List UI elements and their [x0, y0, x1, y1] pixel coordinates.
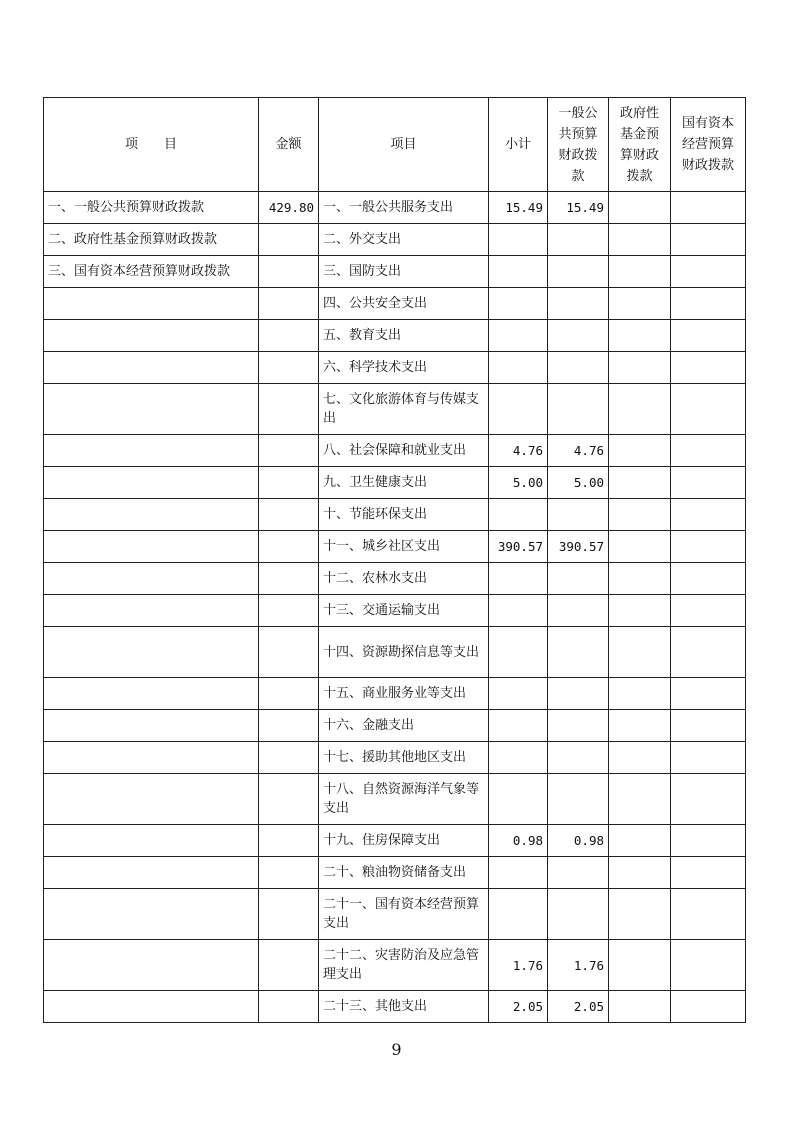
- cell-subtotal: [489, 563, 548, 595]
- cell-general-budget: [548, 678, 609, 710]
- cell-expense-item: 十、节能环保支出: [319, 499, 489, 531]
- header-gov-fund: [609, 98, 671, 192]
- table-row: [44, 857, 746, 889]
- cell-expense-item: 十九、住房保障支出: [319, 825, 489, 857]
- cell-subtotal: 0.98: [489, 825, 548, 857]
- cell-income-item: [44, 678, 259, 710]
- cell-subtotal: [489, 627, 548, 678]
- cell-state-capital: [671, 192, 746, 224]
- table-row: [44, 742, 746, 774]
- cell-expense-item: 十三、交通运输支出: [319, 595, 489, 627]
- cell-gov-fund: [609, 384, 671, 435]
- cell-income-item: [44, 320, 259, 352]
- cell-gov-fund: [609, 774, 671, 825]
- table-row: [44, 352, 746, 384]
- table-row: [44, 320, 746, 352]
- cell-state-capital: [671, 595, 746, 627]
- cell-state-capital: [671, 857, 746, 889]
- cell-gov-fund: [609, 563, 671, 595]
- cell-expense-item: 二十、粮油物资储备支出: [319, 857, 489, 889]
- header-state-capital-label: 国有资本经营预算财政拨款: [681, 116, 734, 173]
- cell-expense-item: 十七、援助其他地区支出: [319, 742, 489, 774]
- cell-gov-fund: [609, 595, 671, 627]
- header-amount: 金额: [259, 98, 319, 192]
- cell-state-capital: [671, 467, 746, 499]
- cell-expense-item: 四、公共安全支出: [319, 288, 489, 320]
- cell-state-capital: [671, 627, 746, 678]
- cell-income-item: [44, 710, 259, 742]
- cell-income-item: [44, 595, 259, 627]
- cell-state-capital: [671, 531, 746, 563]
- cell-expense-item: 十六、金融支出: [319, 710, 489, 742]
- table-row: [44, 288, 746, 320]
- cell-subtotal: [489, 384, 548, 435]
- cell-subtotal: 1.76: [489, 940, 548, 991]
- cell-state-capital: [671, 320, 746, 352]
- cell-income-amount: [259, 595, 319, 627]
- cell-subtotal: 15.49: [489, 192, 548, 224]
- header-expense-item: 项目: [319, 98, 489, 192]
- cell-income-item: [44, 563, 259, 595]
- cell-expense-item: 八、社会保障和就业支出: [319, 435, 489, 467]
- cell-general-budget: [548, 563, 609, 595]
- cell-subtotal: [489, 857, 548, 889]
- cell-gov-fund: [609, 435, 671, 467]
- cell-general-budget: [548, 857, 609, 889]
- cell-subtotal: [489, 774, 548, 825]
- cell-subtotal: [489, 678, 548, 710]
- cell-income-amount: 429.80: [259, 192, 319, 224]
- cell-state-capital: [671, 678, 746, 710]
- cell-income-amount: [259, 384, 319, 435]
- cell-income-item: [44, 857, 259, 889]
- cell-expense-item: 三、国防支出: [319, 256, 489, 288]
- cell-general-budget: [548, 499, 609, 531]
- cell-gov-fund: [609, 256, 671, 288]
- cell-general-budget: 4.76: [548, 435, 609, 467]
- cell-income-item: [44, 499, 259, 531]
- cell-general-budget: [548, 288, 609, 320]
- cell-state-capital: [671, 774, 746, 825]
- cell-gov-fund: [609, 192, 671, 224]
- cell-state-capital: [671, 563, 746, 595]
- cell-income-amount: [259, 710, 319, 742]
- cell-income-amount: [259, 742, 319, 774]
- header-general-budget-label: 一般公共预算财政拨款: [558, 105, 598, 184]
- cell-income-item: [44, 435, 259, 467]
- cell-income-amount: [259, 531, 319, 563]
- cell-income-amount: [259, 320, 319, 352]
- cell-general-budget: 15.49: [548, 192, 609, 224]
- cell-income-amount: [259, 678, 319, 710]
- header-general-budget: [548, 98, 609, 192]
- cell-gov-fund: [609, 467, 671, 499]
- cell-state-capital: [671, 352, 746, 384]
- table-row: [44, 595, 746, 627]
- table-row: [44, 710, 746, 742]
- cell-income-amount: [259, 825, 319, 857]
- cell-state-capital: [671, 224, 746, 256]
- cell-subtotal: [489, 889, 548, 940]
- header-subtotal: 小计: [489, 98, 548, 192]
- cell-expense-item: 十五、商业服务业等支出: [319, 678, 489, 710]
- cell-gov-fund: [609, 531, 671, 563]
- cell-general-budget: [548, 320, 609, 352]
- cell-expense-item: 七、文化旅游体育与传媒支出: [319, 384, 489, 435]
- cell-income-amount: [259, 288, 319, 320]
- cell-general-budget: [548, 352, 609, 384]
- cell-income-item: [44, 531, 259, 563]
- table-row: [44, 256, 746, 288]
- table-row: [44, 627, 746, 678]
- cell-general-budget: [548, 710, 609, 742]
- cell-general-budget: [548, 889, 609, 940]
- cell-subtotal: [489, 256, 548, 288]
- table-header-row: [44, 98, 746, 192]
- cell-general-budget: [548, 627, 609, 678]
- cell-expense-item: 二十三、其他支出: [319, 991, 489, 1023]
- cell-subtotal: 5.00: [489, 467, 548, 499]
- cell-income-amount: [259, 991, 319, 1023]
- cell-subtotal: 390.57: [489, 531, 548, 563]
- budget-table: [43, 97, 746, 1023]
- cell-gov-fund: [609, 710, 671, 742]
- cell-expense-item: 九、卫生健康支出: [319, 467, 489, 499]
- table-row: [44, 678, 746, 710]
- cell-gov-fund: [609, 224, 671, 256]
- table-row: [44, 435, 746, 467]
- cell-state-capital: [671, 256, 746, 288]
- cell-expense-item: 十四、资源勘探信息等支出: [319, 627, 489, 678]
- cell-income-item: [44, 742, 259, 774]
- cell-subtotal: [489, 742, 548, 774]
- cell-expense-item: 十二、农林水支出: [319, 563, 489, 595]
- cell-income-amount: [259, 224, 319, 256]
- cell-income-amount: [259, 352, 319, 384]
- cell-gov-fund: [609, 288, 671, 320]
- cell-gov-fund: [609, 940, 671, 991]
- table-row: [44, 384, 746, 435]
- cell-state-capital: [671, 742, 746, 774]
- cell-income-amount: [259, 940, 319, 991]
- cell-income-item: [44, 627, 259, 678]
- cell-state-capital: [671, 710, 746, 742]
- cell-income-item: [44, 384, 259, 435]
- cell-income-amount: [259, 889, 319, 940]
- cell-general-budget: 390.57: [548, 531, 609, 563]
- cell-state-capital: [671, 435, 746, 467]
- cell-income-item: [44, 991, 259, 1023]
- cell-expense-item: 十一、城乡社区支出: [319, 531, 489, 563]
- table-row: [44, 224, 746, 256]
- cell-gov-fund: [609, 678, 671, 710]
- table-row: [44, 825, 746, 857]
- cell-income-item: [44, 825, 259, 857]
- cell-income-amount: [259, 627, 319, 678]
- cell-general-budget: 2.05: [548, 991, 609, 1023]
- cell-income-item: 三、国有资本经营预算财政拨款: [44, 256, 259, 288]
- cell-income-item: [44, 352, 259, 384]
- cell-general-budget: 0.98: [548, 825, 609, 857]
- table-row: [44, 991, 746, 1023]
- table-row: [44, 774, 746, 825]
- cell-state-capital: [671, 991, 746, 1023]
- cell-general-budget: [548, 742, 609, 774]
- cell-expense-item: 六、科学技术支出: [319, 352, 489, 384]
- cell-gov-fund: [609, 499, 671, 531]
- cell-gov-fund: [609, 352, 671, 384]
- table-row: [44, 940, 746, 991]
- cell-expense-item: 五、教育支出: [319, 320, 489, 352]
- table-body: [44, 192, 746, 1023]
- cell-state-capital: [671, 288, 746, 320]
- table-row: [44, 499, 746, 531]
- cell-subtotal: [489, 288, 548, 320]
- cell-general-budget: [548, 774, 609, 825]
- cell-expense-item: 十八、自然资源海洋气象等支出: [319, 774, 489, 825]
- cell-expense-item: 二十二、灾害防治及应急管理支出: [319, 940, 489, 991]
- cell-income-amount: [259, 563, 319, 595]
- cell-income-amount: [259, 435, 319, 467]
- cell-subtotal: [489, 595, 548, 627]
- cell-subtotal: [489, 320, 548, 352]
- table-row: [44, 467, 746, 499]
- cell-state-capital: [671, 940, 746, 991]
- cell-general-budget: [548, 595, 609, 627]
- page-number: 9: [391, 1040, 402, 1059]
- cell-subtotal: [489, 710, 548, 742]
- cell-gov-fund: [609, 320, 671, 352]
- cell-income-item: 一、一般公共预算财政拨款: [44, 192, 259, 224]
- cell-state-capital: [671, 384, 746, 435]
- cell-gov-fund: [609, 889, 671, 940]
- header-income-item: 项 目: [44, 98, 259, 192]
- cell-subtotal: [489, 224, 548, 256]
- cell-general-budget: 5.00: [548, 467, 609, 499]
- cell-expense-item: 二、外交支出: [319, 224, 489, 256]
- cell-subtotal: 4.76: [489, 435, 548, 467]
- cell-general-budget: [548, 256, 609, 288]
- cell-general-budget: [548, 384, 609, 435]
- cell-state-capital: [671, 825, 746, 857]
- cell-gov-fund: [609, 825, 671, 857]
- cell-income-amount: [259, 256, 319, 288]
- cell-income-item: 二、政府性基金预算财政拨款: [44, 224, 259, 256]
- table-row: [44, 192, 746, 224]
- header-state-capital: [671, 98, 746, 192]
- cell-subtotal: 2.05: [489, 991, 548, 1023]
- cell-income-item: [44, 288, 259, 320]
- cell-subtotal: [489, 352, 548, 384]
- cell-income-item: [44, 889, 259, 940]
- cell-gov-fund: [609, 742, 671, 774]
- cell-gov-fund: [609, 991, 671, 1023]
- cell-state-capital: [671, 889, 746, 940]
- cell-gov-fund: [609, 627, 671, 678]
- header-gov-fund-label: 政府性基金预算财政拨款: [619, 105, 659, 184]
- table-row: [44, 563, 746, 595]
- cell-subtotal: [489, 499, 548, 531]
- table-row: [44, 889, 746, 940]
- cell-income-item: [44, 940, 259, 991]
- cell-gov-fund: [609, 857, 671, 889]
- cell-income-amount: [259, 467, 319, 499]
- cell-income-item: [44, 774, 259, 825]
- cell-state-capital: [671, 499, 746, 531]
- cell-expense-item: 一、一般公共服务支出: [319, 192, 489, 224]
- cell-income-amount: [259, 499, 319, 531]
- table-row: [44, 531, 746, 563]
- cell-general-budget: [548, 224, 609, 256]
- cell-income-item: [44, 467, 259, 499]
- cell-expense-item: 二十一、国有资本经营预算支出: [319, 889, 489, 940]
- cell-income-amount: [259, 774, 319, 825]
- cell-income-amount: [259, 857, 319, 889]
- cell-general-budget: 1.76: [548, 940, 609, 991]
